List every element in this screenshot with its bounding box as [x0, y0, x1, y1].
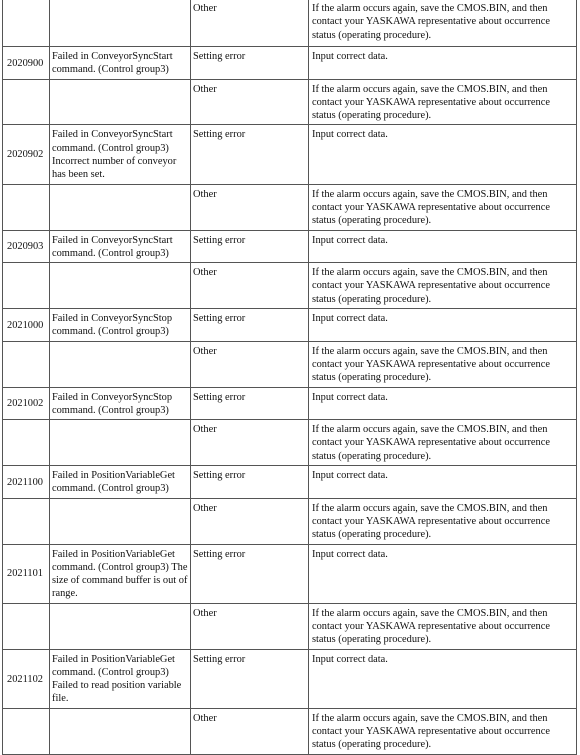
remedy-cell: If the alarm occurs again, save the CMOS.BIN, and then contact your YASKAWA representative about occurrence status (operating procedure). — [309, 603, 577, 649]
alarm-cause-cell — [50, 708, 191, 754]
alarm-code-cell — [3, 708, 50, 754]
table-row — [3, 387, 577, 420]
alarm-cause-cell: Failed in ConveyorSyncStop command. (Control group3) — [50, 387, 191, 420]
alarm-code-cell — [3, 498, 50, 544]
alarm-cause-cell — [50, 184, 191, 230]
table-row — [3, 230, 577, 263]
table-row — [3, 263, 577, 309]
error-type-cell: Other — [191, 79, 309, 125]
table-row — [3, 309, 577, 342]
alarm-code-cell: 2020902 — [3, 125, 50, 184]
remedy-cell: If the alarm occurs again, save the CMOS.BIN, and then contact your YASKAWA representative about occurrence status (operating procedure). — [309, 420, 577, 466]
alarm-cause-cell — [50, 603, 191, 649]
alarm-code-cell — [3, 603, 50, 649]
remedy-cell: Input correct data. — [309, 649, 577, 708]
alarm-cause-cell — [50, 341, 191, 387]
error-type-cell: Setting error — [191, 466, 309, 499]
alarm-code-cell: 2021002 — [3, 387, 50, 420]
error-type-cell: Setting error — [191, 230, 309, 263]
alarm-code-cell: 2021100 — [3, 466, 50, 499]
error-type-cell: Other — [191, 708, 309, 754]
table-row — [3, 498, 577, 544]
alarm-code-cell: 2020900 — [3, 47, 50, 80]
alarm-code-cell — [3, 79, 50, 125]
alarm-cause-cell: Failed in ConveyorSyncStart command. (Control group3) — [50, 47, 191, 80]
table-row — [3, 649, 577, 708]
table-row — [3, 708, 577, 754]
remedy-cell: Input correct data. — [309, 466, 577, 499]
alarm-code-cell — [3, 341, 50, 387]
alarm-table — [2, 0, 577, 755]
table-row — [3, 420, 577, 466]
remedy-cell: If the alarm occurs again, save the CMOS.BIN, and then contact your YASKAWA representative about occurrence status (operating procedure). — [309, 79, 577, 125]
error-type-cell: Setting error — [191, 47, 309, 80]
table-row — [3, 603, 577, 649]
error-type-cell: Other — [191, 263, 309, 309]
remedy-cell: If the alarm occurs again, save the CMOS.BIN, and then contact your YASKAWA representative about occurrence status (operating procedure). — [309, 498, 577, 544]
alarm-code-cell: 2021102 — [3, 649, 50, 708]
error-type-cell: Other — [191, 498, 309, 544]
alarm-code-cell — [3, 0, 50, 47]
remedy-cell: If the alarm occurs again, save the CMOS.BIN, and then contact your YASKAWA representative about occurrence status (operating procedure). — [309, 184, 577, 230]
table-row — [3, 466, 577, 499]
alarm-cause-cell: Failed in ConveyorSyncStart command. (Control group3) — [50, 230, 191, 263]
table-row — [3, 0, 577, 47]
remedy-cell: If the alarm occurs again, save the CMOS.BIN, and then contact your YASKAWA representative about occurrence status (operating procedure). — [309, 341, 577, 387]
alarm-cause-cell: Failed in PositionVariableGet command. (Control group3) — [50, 466, 191, 499]
error-type-cell: Setting error — [191, 649, 309, 708]
error-type-cell: Setting error — [191, 125, 309, 184]
remedy-cell: Input correct data. — [309, 125, 577, 184]
table-row — [3, 184, 577, 230]
alarm-code-cell — [3, 263, 50, 309]
table-row — [3, 125, 577, 184]
alarm-cause-cell: Failed in ConveyorSyncStop command. (Control group3) — [50, 309, 191, 342]
remedy-cell: Input correct data. — [309, 309, 577, 342]
alarm-code-cell — [3, 184, 50, 230]
remedy-cell: If the alarm occurs again, save the CMOS.BIN, and then contact your YASKAWA representative about occurrence status (operating procedure). — [309, 708, 577, 754]
alarm-cause-cell — [50, 498, 191, 544]
alarm-cause-cell — [50, 0, 191, 47]
remedy-cell: Input correct data. — [309, 544, 577, 603]
remedy-cell: Input correct data. — [309, 230, 577, 263]
error-type-cell: Other — [191, 0, 309, 47]
alarm-code-cell: 2020903 — [3, 230, 50, 263]
alarm-table-body — [3, 0, 577, 754]
error-type-cell: Setting error — [191, 309, 309, 342]
error-type-cell: Other — [191, 603, 309, 649]
table-row — [3, 79, 577, 125]
alarm-code-cell: 2021000 — [3, 309, 50, 342]
alarm-code-cell: 2021101 — [3, 544, 50, 603]
remedy-cell: Input correct data. — [309, 47, 577, 80]
remedy-cell: Input correct data. — [309, 387, 577, 420]
table-row — [3, 544, 577, 603]
alarm-cause-cell: Failed in ConveyorSyncStart command. (Control group3) Incorrect number of conveyor has been set. — [50, 125, 191, 184]
error-type-cell: Setting error — [191, 544, 309, 603]
alarm-cause-cell — [50, 420, 191, 466]
error-type-cell: Other — [191, 420, 309, 466]
alarm-cause-cell: Failed in PositionVariableGet command. (Control group3) The size of command buffer is out of range. — [50, 544, 191, 603]
error-type-cell: Other — [191, 341, 309, 387]
table-row — [3, 341, 577, 387]
alarm-cause-cell — [50, 263, 191, 309]
alarm-cause-cell: Failed in PositionVariableGet command. (Control group3) Failed to read position variable file. — [50, 649, 191, 708]
error-type-cell: Setting error — [191, 387, 309, 420]
table-row — [3, 47, 577, 80]
remedy-cell: If the alarm occurs again, save the CMOS.BIN, and then contact your YASKAWA representative about occurrence status (operating procedure). — [309, 263, 577, 309]
remedy-cell: If the alarm occurs again, save the CMOS.BIN, and then contact your YASKAWA representative about occurrence status (operating procedure). — [309, 0, 577, 47]
error-type-cell: Other — [191, 184, 309, 230]
alarm-code-cell — [3, 420, 50, 466]
alarm-cause-cell — [50, 79, 191, 125]
